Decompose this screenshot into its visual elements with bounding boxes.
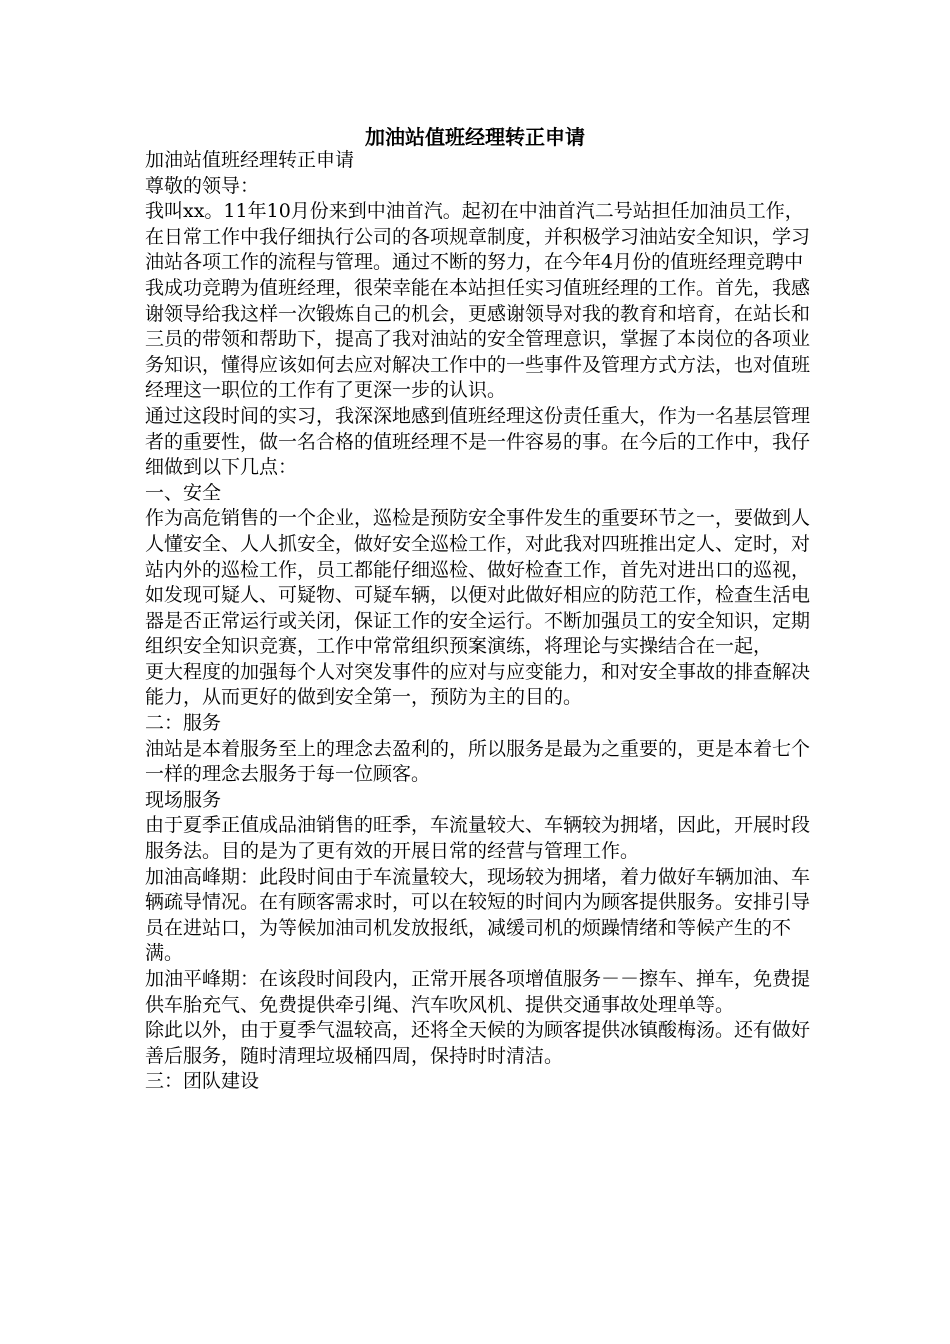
paragraph-service: 油站是本着服务至上的理念去盈利的，所以服务是最为之重要的，更是本着七个一样的理念去服务于每一位顾客。 bbox=[145, 737, 811, 786]
paragraph-safety-continued: 更大程度的加强每个人对突发事件的应对与应变能力，和对安全事故的排查解决能力，从而更好的做到安全第一，预防为主的目的。 bbox=[145, 660, 811, 709]
paragraph-internship: 通过这段时间的实习，我深深地感到值班经理这份责任重大，作为一名基层管理者的重要性，做一名合格的值班经理不是一件容易的事。在今后的工作中，我仔细做到以下几点： bbox=[145, 404, 811, 479]
paragraph-additional-service: 除此以外，由于夏季气温较高，还将全天候的为顾客提供冰镇酸梅汤。还有做好善后服务，随时清理垃圾桶四周，保持时时清洁。 bbox=[145, 1019, 811, 1067]
paragraph-peak-period: 加油高峰期：此段时间由于车流量较大，现场较为拥堵，着力做好车辆加油、车辆疏导情况。在有顾客需求时，可以在较短的时间内为顾客提供服务。安排引导员在进站口，为等候加油司机发放报纸，减缓司机的烦躁情绪和等候产生的不满。 bbox=[145, 865, 811, 965]
section-heading-safety: 一、安全 bbox=[145, 481, 222, 504]
paragraph-safety: 作为高危销售的一个企业，巡检是预防安全事件发生的重要环节之一，要做到人人懂安全、人人抓安全，做好安全巡检工作，对此我对四班推出定人、定时，对站内外的巡检工作，员工都能仔细巡检、做好检查工作，首先对进出口的巡视，如发现可疑人、可疑物、可疑车辆，以便对此做好相应的防范工作，检查生活电器是否正常运行或关闭，保证工作的安全运行。不断加强员工的安全知识，定期组织安全知识竞赛，工作中常常组织预案演练，将理论与实操结合在一起， bbox=[145, 507, 811, 658]
document-title: 加油站值班经理转正申请 bbox=[365, 125, 585, 149]
paragraph-off-peak-period: 加油平峰期：在该段时间段内，正常开展各项增值服务－－擦车、掸车，免费提供车胎充气、免费提供牵引绳、汽车吹风机、提供交通事故处理单等。 bbox=[145, 968, 811, 1016]
subheading-onsite-service: 现场服务 bbox=[145, 788, 222, 811]
paragraph-introduction: 我叫xx。11年10月份来到中油首汽。起初在中油首汽二号站担任加油员工作，在日常工作中我仔细执行公司的各项规章制度，并积极学习油站安全知识，学习油站各项工作的流程与管理。通过不断的努力，在今年4月份的值班经理竞聘中我成功竞聘为值班经理，很荣幸能在本站担任实习值班经理的工作。首先，我感谢领导给我这样一次锻炼自己的机会，更感谢领导对我的教育和培育，在站长和三员的带领和帮助下，提高了我对油站的安全管理意识，掌握了本岗位的各项业务知识，懂得应该如何去应对解决工作中的一些事件及管理方式方法，也对值班经理这一职位的工作有了更深一步的认识。 bbox=[145, 200, 811, 402]
section-heading-service: 二：服务 bbox=[145, 712, 222, 735]
paragraph-onsite-service: 由于夏季正值成品油销售的旺季，车流量较大、车辆较为拥堵，因此，开展时段服务法。目的是为了更有效的开展日常的经营与管理工作。 bbox=[145, 814, 811, 863]
body-heading: 加油站值班经理转正申请 bbox=[145, 149, 355, 171]
salutation: 尊敬的领导： bbox=[145, 174, 260, 197]
document-body bbox=[145, 148, 815, 1095]
section-heading-team: 三：团队建设 bbox=[145, 1070, 260, 1093]
